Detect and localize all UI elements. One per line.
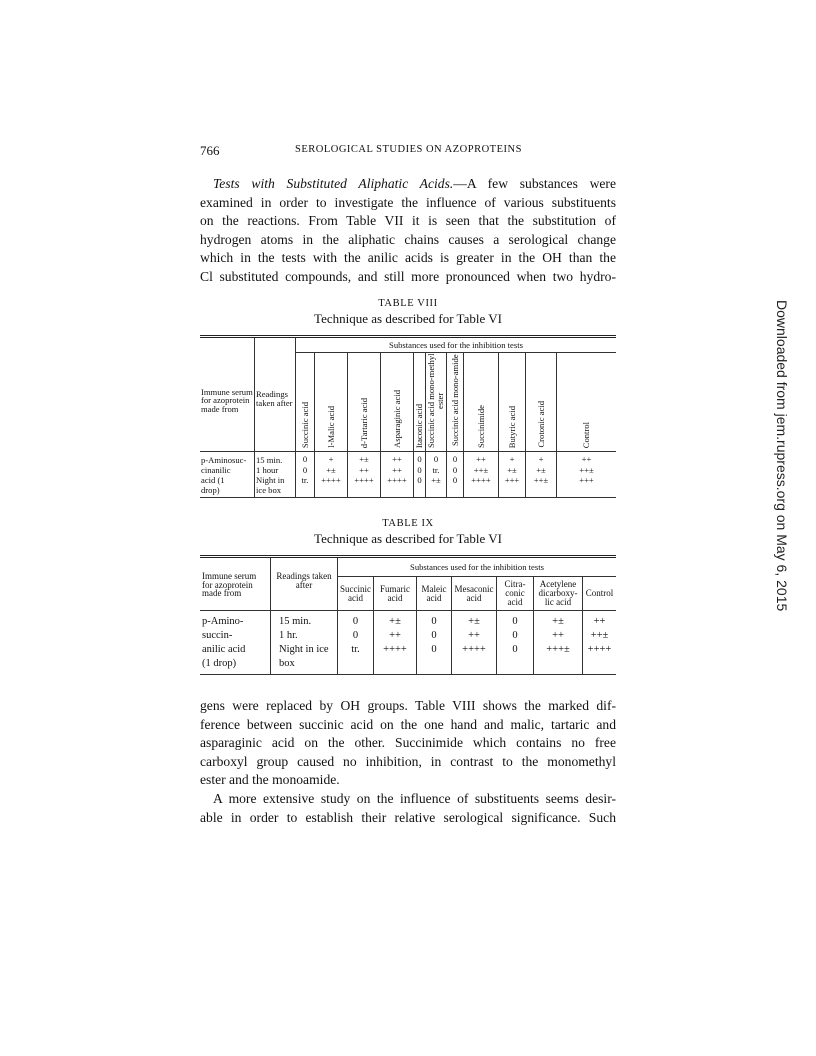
table9-reading: Night in ice box: [271, 643, 338, 675]
text-line: on the reactions. From Table VII it is seen that the substitution of: [200, 213, 616, 229]
table-cell: ++++: [348, 475, 381, 498]
table-cell: +±: [452, 611, 497, 630]
table-row: [200, 643, 616, 675]
table9-head-control: Control: [583, 577, 617, 611]
table-cell: tr.: [338, 643, 374, 675]
table-cell: ++: [557, 452, 617, 466]
table8-spanner: Substances used for the inhibition tests: [296, 337, 617, 353]
table8: [200, 335, 616, 498]
table8-subtitle: Technique as described for Table VI: [314, 311, 502, 326]
table8-head-monoamide: Succinic acid mono-amide: [447, 353, 464, 452]
text-line: ference between succinic acid on the one hand and malic, tartaric and: [200, 716, 616, 732]
table-cell: ++: [381, 465, 414, 475]
table-cell: ++±: [557, 465, 617, 475]
table-cell: ++±: [464, 465, 499, 475]
table9-head-acetylene: Acetylene dicarboxy-lic acid: [534, 577, 583, 611]
table8-head-malic: l-Malic acid: [315, 353, 348, 452]
table9-subtitle: Technique as described for Table VI: [314, 531, 502, 546]
table9-immune-line: p-Amino-: [202, 616, 244, 627]
table-cell: 0: [296, 465, 315, 475]
table9-head-citraconic: Citra-conic acid: [497, 577, 534, 611]
text-line: gens were replaced by OH groups. Table VIII shows the marked dif-: [200, 698, 616, 713]
text-line: carboxyl group caused no inhibition, in contrast to the monomethyl: [200, 753, 616, 769]
table8-head-crotonic: Crotonic acid: [526, 353, 557, 452]
table-cell: +±: [348, 452, 381, 466]
text-line: asparaginic acid on the other. Succinimide which contains no free: [200, 735, 616, 751]
table-cell: 0: [497, 611, 534, 630]
table8-head-itaconic: Itaconic acid: [414, 353, 426, 452]
table8-head-control: Control: [557, 353, 617, 452]
table-cell: ++: [464, 452, 499, 466]
table-cell: 0: [296, 452, 315, 466]
table8-head-tartaric: d-Tartaric acid: [348, 353, 381, 452]
table-cell: ++++: [583, 643, 617, 675]
table-cell: ++++: [374, 643, 417, 675]
table9-spanner: Substances used for the inhibition tests: [338, 557, 617, 577]
table9-head-succinic: Succinic acid: [338, 577, 374, 611]
table-cell: +++: [499, 475, 526, 498]
table8-col-readings: Readings taken after: [255, 337, 296, 452]
table-cell: ++: [374, 629, 417, 643]
table9-reading: 1 hr.: [271, 629, 338, 643]
table8-reading: 1 hour: [255, 465, 296, 475]
text-line: ester and the monoamide.: [200, 772, 340, 788]
table-cell: 0: [417, 643, 452, 675]
table8-head-asparaginic: Asparaginic acid: [381, 353, 414, 452]
table-cell: tr.: [296, 475, 315, 498]
text-line: which in the tests with the anilic acids is greater in the OH than the: [200, 250, 616, 266]
table-cell: ++: [534, 629, 583, 643]
table8-label: TABLE VIII: [378, 298, 438, 309]
table-cell: tr.: [426, 465, 447, 475]
text-line: Tests with Substituted Aliphatic Acids.—A few substances were: [213, 176, 616, 191]
download-notice: Downloaded from jem.rupress.org on May 6, 2015: [774, 300, 790, 612]
table-cell: 0: [417, 611, 452, 630]
table8-head-succinic: Succinic acid: [296, 353, 315, 452]
table8-immune-line: p-Aminosuc-: [201, 455, 247, 465]
table-row: [200, 452, 616, 466]
table-cell: 0: [447, 452, 464, 466]
table-cell: +±: [374, 611, 417, 630]
table9-immune-cell: anilic acid (1 drop): [202, 644, 246, 669]
text-line: examined in order to investigate the influence of various substituents: [200, 194, 616, 210]
table8-caption: [200, 298, 616, 327]
table-cell: +: [499, 452, 526, 466]
table-cell: 0: [417, 629, 452, 643]
table-cell: +++: [557, 475, 617, 498]
table-cell: ++±: [583, 629, 617, 643]
table-cell: 0: [447, 465, 464, 475]
table-cell: +±: [499, 465, 526, 475]
table9: [200, 555, 616, 675]
table9-reading: 15 min.: [271, 611, 338, 630]
table8-head-succinimide: Succinimide: [464, 353, 499, 452]
table-cell: ++: [381, 452, 414, 466]
page-header: [200, 143, 616, 159]
download-sidebar: [774, 300, 794, 720]
table-cell: +++±: [534, 643, 583, 675]
table-cell: 0: [414, 475, 426, 498]
table8-head-monomethyl: Succinic acid mono-methyl ester: [426, 353, 447, 452]
table8-head-butyric: Butyric acid: [499, 353, 526, 452]
paragraph-intro: [200, 175, 616, 287]
text-line: A more extensive study on the influence of substituents seems desir-: [213, 791, 616, 806]
table-cell: +±: [426, 475, 447, 498]
table9-col-readings: Readings taken after: [271, 557, 338, 611]
italic-heading: Tests with Substituted Aliphatic Acids.: [213, 176, 454, 191]
table9-label: TABLE IX: [382, 518, 434, 529]
table9-head-maleic: Maleic acid: [417, 577, 452, 611]
table9-immune-line: succin-: [202, 630, 233, 641]
paragraph-outlook: [200, 790, 616, 827]
table9-col-immune: Immune serum for azoprotein made from: [200, 557, 271, 611]
table-cell: ++++: [464, 475, 499, 498]
table-cell: 0: [447, 475, 464, 498]
table-cell: 0: [426, 452, 447, 466]
table-cell: ++: [348, 465, 381, 475]
table-cell: +: [315, 452, 348, 466]
table-cell: ++: [583, 611, 617, 630]
table9-head-mesaconic: Mesaconic acid: [452, 577, 497, 611]
table-cell: 0: [338, 629, 374, 643]
text-line: hydrogen atoms in the aliphatic chains causes a serological change: [200, 231, 616, 247]
running-title: SEROLOGICAL STUDIES ON AZOPROTEINS: [295, 144, 522, 155]
table-cell: ++++: [381, 475, 414, 498]
table-cell: ++: [452, 629, 497, 643]
paragraph-discussion: [200, 697, 616, 790]
table-cell: +±: [315, 465, 348, 475]
table-cell: ++±: [526, 475, 557, 498]
table-cell: 0: [338, 611, 374, 630]
table-cell: ++++: [315, 475, 348, 498]
page-number: 766: [200, 143, 220, 158]
table-cell: +±: [526, 465, 557, 475]
text-line: able in order to establish their relative serological significance. Such: [200, 809, 616, 825]
table-cell: ++++: [452, 643, 497, 675]
table-cell: +: [526, 452, 557, 466]
table-row: [200, 475, 616, 498]
table-row: [200, 629, 616, 643]
table9-caption: [200, 518, 616, 547]
table-row: [200, 611, 616, 630]
table8-immune-cell: acid (1 drop): [201, 475, 225, 495]
table-cell: 0: [497, 629, 534, 643]
table-cell: 0: [497, 643, 534, 675]
table-cell: +±: [534, 611, 583, 630]
table8-col-immune: Immune serum for azoprotein made from: [200, 337, 255, 452]
table-row: [200, 465, 616, 475]
table8-immune-line: cinanilic: [201, 465, 231, 475]
table-cell: 0: [414, 465, 426, 475]
text-line: Cl substituted compounds, and still more pronounced when two hydro-: [200, 268, 616, 284]
table9-head-fumaric: Fumaric acid: [374, 577, 417, 611]
table8-reading: 15 min.: [255, 452, 296, 466]
table8-reading: Night in ice box: [255, 475, 296, 498]
table-cell: 0: [414, 452, 426, 466]
